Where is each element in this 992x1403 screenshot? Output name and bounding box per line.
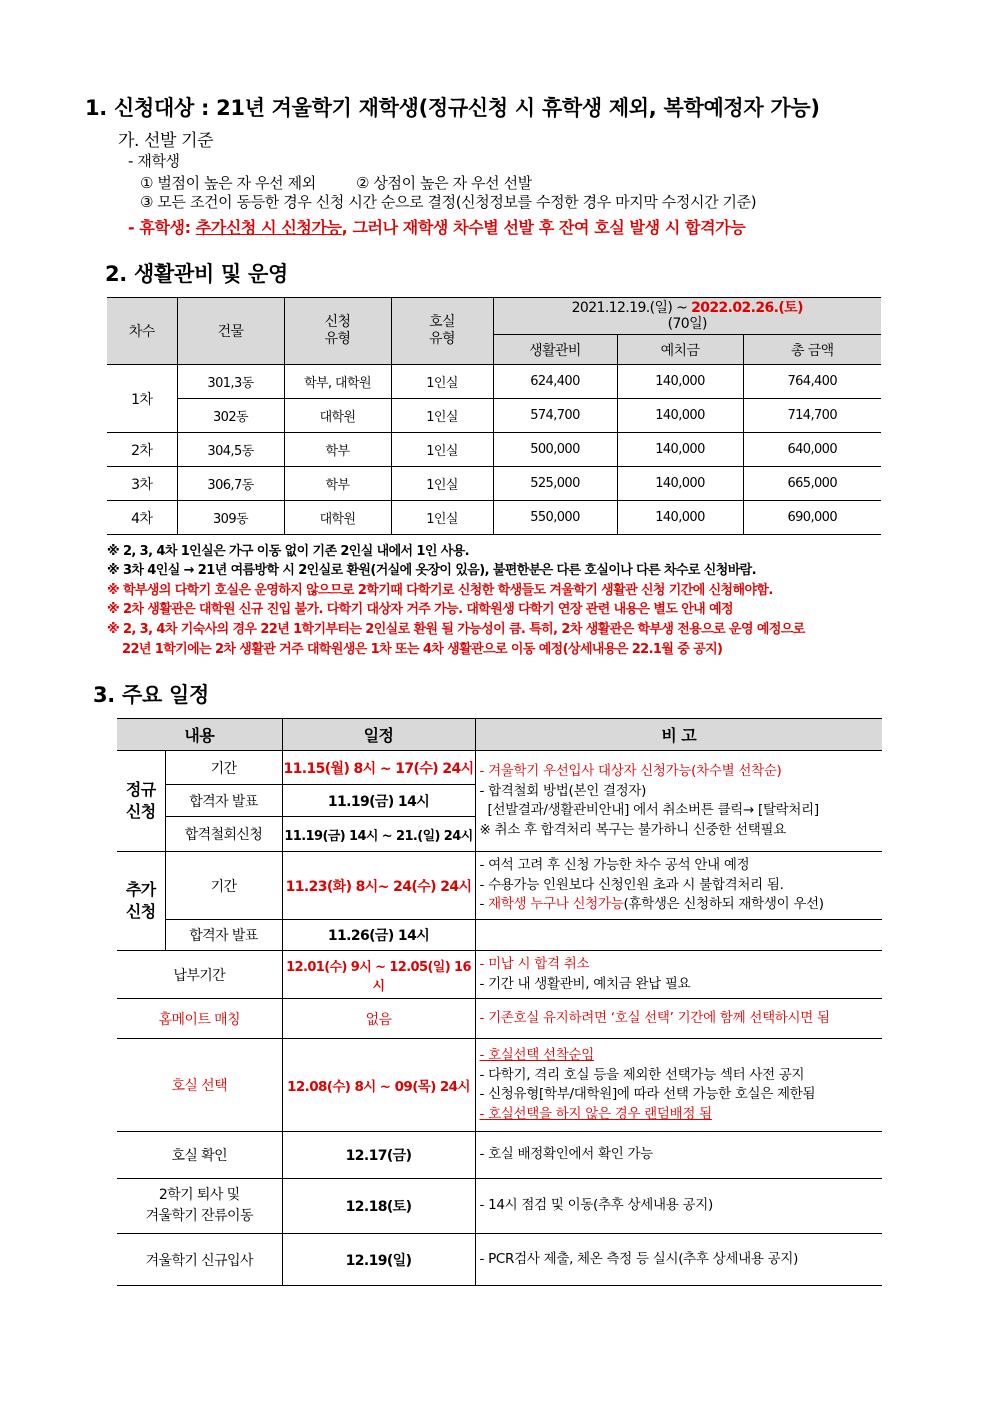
fee-cell: 550,000 [493,501,617,535]
total-cell: 714,700 [743,399,881,433]
additional-announce-remarks [475,920,882,951]
note-3: ※ 학부생의 다학기 호실은 운영하지 않으므로 2학기때 다학기로 신청한 학생들도 겨울학기 생활관 신청 기간에 신청해야함. [107,583,773,598]
header-schedule: 일정 [282,719,475,751]
leave-prefix: - 휴학생: [128,218,196,237]
payment-value: 12.01(수) 9시 ~ 12.05(일) 16시 [282,951,475,999]
table-row [107,467,881,501]
table-row [107,433,881,467]
additional-group-label: 추가 신청 [117,852,165,951]
additional-announce-label: 합격자 발표 [165,920,282,951]
room-select-remark-3: - 신청유형[학부/대학원]에 따라 선택 가능한 호실은 제한됨 [479,1086,816,1102]
header-building: 건물 [177,298,284,365]
room-check-label: 호실 확인 [117,1132,282,1179]
fee-table [107,297,881,535]
header-total: 총 금액 [743,335,881,365]
header-apply-type-1: 신청 [324,314,351,330]
room-select-remark-4: - 호실선택을 하지 않은 경우 랜덤배정 됨 [479,1105,712,1122]
building-cell: 301,3동 [177,365,284,399]
fee-cell: 500,000 [493,433,617,467]
header-fee: 생활관비 [493,335,617,365]
payment-remark-1: - 미납 시 합격 취소 [479,956,590,972]
note-5: ※ 2, 3, 4차 기숙사의 경우 22년 1학기부터는 2인실로 환원 될 가능성이 큼. 특히, 2차 생활관은 학부생 전용으로 운영 예정으로 [107,622,805,637]
round-cell: 1차 [107,365,177,433]
deposit-cell: 140,000 [617,365,743,399]
note-6: 22년 1학기에는 2차 생활관 거주 대학원생은 1차 또는 4차 생활관으로 이동 예정(상세내용은 22.1월 중 공지) [122,642,723,657]
building-cell: 304,5동 [177,433,284,467]
room-cell: 1인실 [391,501,493,535]
total-cell: 690,000 [743,501,881,535]
additional-remarks [475,852,882,920]
additional-remark-1: - 여석 고려 후 신청 가능한 차수 공석 안내 예정 [479,857,750,874]
additional-announce-value: 11.26(금) 14시 [282,920,475,951]
leave-student-rule [128,215,745,238]
regular-remark-3: [선발결과/생활관비안내] 에서 취소버튼 클릭→ [탈락처리] [479,802,819,818]
additional-period-label: 기간 [165,852,282,920]
total-cell: 764,400 [743,365,881,399]
deposit-cell: 140,000 [617,433,743,467]
regular-period-value: 11.15(월) 8시 ~ 17(수) 24시 [282,751,475,785]
room-check-value: 12.17(금) [282,1132,475,1179]
note-2: ※ 3차 4인실 → 21년 여름방학 시 2인실로 환원(거실에 옷장이 있음), 불편한분은 다른 호실이나 다른 차수로 신청바람. [107,563,756,578]
payment-label: 납부기간 [117,951,282,999]
enrolled-students-label: - 재학생 [128,152,180,170]
regular-remark-4: ※ 취소 후 합격처리 복구는 불가하니 신중한 선택필요 [479,821,787,838]
criteria-subheading: 가. 선발 기준 [118,131,214,151]
room-select-value: 12.08(수) 8시 ~ 09(목) 24시 [282,1039,475,1132]
criterion-2: ② 상점이 높은 자 우선 선발 [356,174,532,192]
type-cell: 학부 [284,433,391,467]
round-cell: 4차 [107,501,177,535]
room-select-remarks [475,1039,882,1132]
criterion-3: ③ 모든 조건이 동등한 경우 신청 시간 순으로 결정(신청정보를 수정한 경우 마지막 수정시간 기준) [140,193,757,211]
type-cell: 학부, 대학원 [284,365,391,399]
additional-remark-2: - 수용가능 인원보다 신청인원 초과 시 불합격처리 됨. [479,876,784,893]
type-cell: 대학원 [284,501,391,535]
period-end: 2022.02.26.(토) [691,300,803,316]
note-4: ※ 2차 생활관은 대학원 신규 진입 불가. 다학기 대상자 거주 가능. 대학원생 다학기 연장 관련 내용은 별도 안내 예정 [107,602,733,617]
round-cell: 2차 [107,433,177,467]
building-cell: 306,7동 [177,467,284,501]
type-cell: 대학원 [284,399,391,433]
regular-period-label: 기간 [165,751,282,785]
period-days: (70일) [667,316,707,332]
deposit-cell: 140,000 [617,501,743,535]
regular-cancel-value: 11.19(금) 14시 ~ 21.(일) 24시 [282,817,475,852]
regular-remarks [475,751,882,852]
additional-period-value: 11.23(화) 8시~ 24(수) 24시 [282,852,475,920]
roommate-label: 홈메이트 매칭 [117,999,282,1039]
roommate-value: 없음 [282,999,475,1039]
regular-announce-label: 합격자 발표 [165,785,282,817]
room-select-remark-2: - 다학기, 격리 호실 등을 제외한 선택가능 섹터 사전 공지 [479,1066,805,1083]
leave-underlined: 추가신청 시 신청가능 [195,218,342,237]
room-check-remarks: - 호실 배정확인에서 확인 가능 [475,1132,882,1179]
header-period [493,298,881,335]
moveout-label [117,1179,282,1234]
round-cell: 3차 [107,467,177,501]
table-row [107,501,881,535]
leave-suffix: , 그러나 재학생 차수별 선발 후 잔여 호실 발생 시 합격가능 [341,218,746,237]
additional-remark-3-red: 재학생 누구나 신청가능 [488,896,624,913]
header-room-type-1: 호실 [429,314,455,330]
room-cell: 1인실 [391,365,493,399]
regular-group-label: 정규 신청 [117,751,165,852]
total-cell: 640,000 [743,433,881,467]
payment-remarks [475,951,882,999]
building-cell: 302동 [177,399,284,433]
room-select-label: 호실 선택 [117,1039,282,1132]
moveout-value: 12.18(토) [282,1179,475,1234]
section1-heading: 1. 신청대상 : 21년 겨울학기 재학생(정규신청 시 휴학생 제외, 복학예정자 가능) [85,96,820,120]
regular-cancel-label: 합격철회신청 [165,817,282,852]
regular-remark-1: - 겨울학기 우선입사 대상자 신청가능(차수별 선착순) [479,763,782,779]
additional-remark-3 [480,895,879,915]
table-row [107,365,881,399]
additional-remark-3-prefix: - [479,896,489,913]
header-remarks: 비 고 [475,719,882,751]
fee-cell: 525,000 [493,467,617,501]
schedule-table [117,718,882,1286]
table-row [107,399,881,433]
header-apply-type [284,298,391,365]
header-room-type-2: 유형 [429,331,455,347]
additional-remark-3-suffix: (휴학생은 신청하되 재학생이 우선) [623,896,824,913]
deposit-cell: 140,000 [617,399,743,433]
regular-remark-2: - 합격철회 방법(본인 결정자) [479,782,647,799]
movein-value: 12.19(일) [282,1234,475,1286]
fee-cell: 574,700 [493,399,617,433]
header-apply-type-2: 유형 [324,331,351,347]
moveout-label-2: 겨울학기 잔류이동 [145,1208,253,1224]
movein-label: 겨울학기 신규입사 [117,1234,282,1286]
building-cell: 309동 [177,501,284,535]
regular-announce-value: 11.19(금) 14시 [282,785,475,817]
header-round: 차수 [107,298,177,365]
room-select-remark-1: - 호실선택 선착순임 [479,1047,594,1063]
criterion-1: ① 벌점이 높은 자 우선 제외 [140,174,316,192]
total-cell: 665,000 [743,467,881,501]
room-cell: 1인실 [391,467,493,501]
moveout-label-1: 2학기 퇴사 및 [158,1187,240,1203]
header-deposit: 예치금 [617,335,743,365]
room-cell: 1인실 [391,433,493,467]
moveout-remarks: - 14시 점검 및 이동(추후 상세내용 공지) [475,1179,882,1234]
fee-cell: 624,400 [493,365,617,399]
section3-heading: 3. 주요 일정 [93,683,209,707]
deposit-cell: 140,000 [617,467,743,501]
type-cell: 학부 [284,467,391,501]
note-1: ※ 2, 3, 4차 1인실은 가구 이동 없이 기존 2인실 내에서 1인 사용. [107,544,469,559]
header-room-type [391,298,493,365]
section2-heading: 2. 생활관비 및 운영 [105,262,288,286]
header-content: 내용 [117,719,282,751]
payment-remark-2: - 기간 내 생활관비, 예치금 완납 필요 [479,975,691,992]
period-start: 2021.12.19.(일) ~ [571,300,692,316]
roommate-remarks: - 기존호실 유지하려면 ‘호실 선택’ 기간에 함께 선택하시면 됨 [475,999,882,1039]
movein-remarks: - PCR검사 제출, 체온 측정 등 실시(추후 상세내용 공지) [475,1234,882,1286]
room-cell: 1인실 [391,399,493,433]
